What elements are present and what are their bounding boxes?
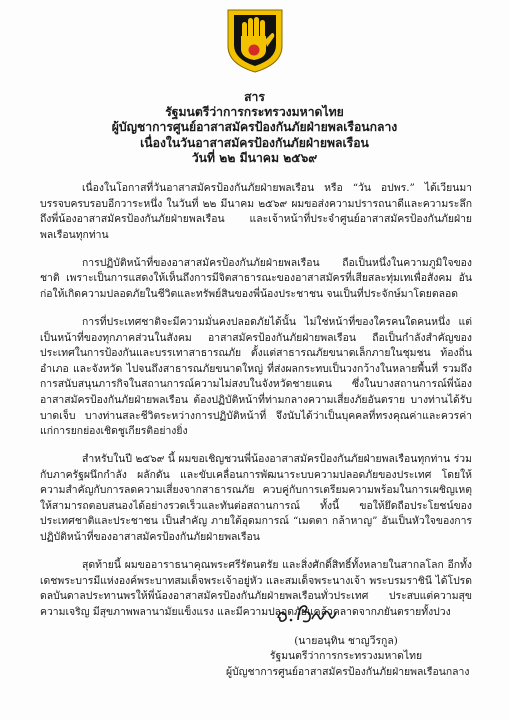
signer-block bbox=[226, 634, 470, 680]
body-paragraph-5: สุดท้ายนี้ ผมขออาราธนาคุณพระศรีรัตนตรัย และสิ่งศักดิ์สิทธิ์ทั้งหลายในสากลโลก อีกทั้งเดชพระบารมีแห่งองค์พระบาทสมเด็จพระเจ้าอยู่หัว และสมเด็จพระนางเจ้า พระบรมราชินี ได้โปรดดลบันดาลประทานพรให้พี่น้องอาสาสมัครป้องกันภัยฝ่ายพลเรือนทั่วประเทศ ประสบแต่ความสุข ความเจริญ มีสุขภาพพลานามัยแข็งแรง และมีความปลอดภัยแคล้วคลาดจากภยันตรายทั้งปวง bbox=[40, 559, 472, 618]
signer-position: รัฐมนตรีว่าการกระทรวงมหาดไทย bbox=[269, 650, 423, 663]
body-paragraph-2: การปฏิบัติหน้าที่ของอาสาสมัครป้องกันภัยฝ่ายพลเรือน ถือเป็นหนึ่งในความภูมิใจของชาติ เพราะเป็นการแสดงให้เห็นถึงการมีจิตสาธารณะของอาสาสมัครที่เสียสละทุ่มเทเพื่อสังคม อันก่อให้เกิดความปลอดภัยในชีวิตและทรัพย์สินของพี่น้องประชาชน จนเป็นที่ประจักษ์มาโดยตลอด bbox=[40, 256, 472, 300]
heading-minister-title: รัฐมนตรีว่าการกระทรวงมหาดไทย bbox=[165, 105, 344, 120]
heading-date: วันที่ ๒๒ มีนาคม ๒๕๖๙ bbox=[191, 150, 318, 165]
letter-body bbox=[40, 181, 472, 633]
handwritten-signature-icon bbox=[272, 596, 342, 630]
heading-title: สาร bbox=[244, 90, 265, 104]
heading-occasion: เนื่องในวันอาสาสมัครป้องกันภัยฝ่ายพลเรือน bbox=[140, 135, 369, 150]
heading-commander-title: ผู้บัญชาการศูนย์อาสาสมัครป้องกันภัยฝ่ายพลเรือนกลาง bbox=[111, 120, 398, 135]
civil-defence-emblem-icon bbox=[224, 6, 286, 74]
signer-role: ผู้บัญชาการศูนย์อาสาสมัครป้องกันภัยฝ่ายพลเรือนกลาง bbox=[226, 665, 470, 678]
body-paragraph-1: เนื่องในโอกาสที่วันอาสาสมัครป้องกันภัยฝ่ายพลเรือน หรือ “วัน อปพร.” ได้เวียนมาบรรจบครบรอบอีกวาระหนึ่ง ในวันที่ ๒๒ มีนาคม ๒๕๖๙ ผมขอส่งความปรารถนาดีและความระลึกถึงพี่น้องอาสาสมัครป้องกันภัยฝ่ายพลเรือน และเจ้าหน้าที่ประจำศูนย์อาสาสมัครป้องกันภัยฝ่ายพลเรือนทุกท่าน bbox=[40, 182, 472, 241]
body-paragraph-3: การที่ประเทศชาติจะมีความมั่นคงปลอดภัยได้นั้น ไม่ใช่หน้าที่ของใครคนใดคนหนึ่ง แต่เป็นหน้าที่ของทุกภาคส่วนในสังคม อาสาสมัครป้องกันภัยฝ่ายพลเรือน ถือเป็นกำลังสำคัญของประเทศในการป้องกันและบรรเทาสาธารณภัย ตั้งแต่สาธารณภัยขนาดเล็กภายในชุมชน ท้องถิ่น อำเภอ และจังหวัด ไปจนถึงสาธารณภัยขนาดใหญ่ ที่ส่งผลกระทบเป็นวงกว้างในหลายพื้นที่ รวมถึงการสนับสนุนภารกิจในสถานการณ์ความไม่สงบในจังหวัดชายแดน ซึ่งในบางสถานการณ์พี่น้องอาสาสมัครป้องกันภัยฝ่ายพลเรือน ต้องปฏิบัติหน้าที่ท่ามกลางความเสี่ยงภัยอันตราย บางท่านได้รับบาดเจ็บ บางท่านสละชีวิตระหว่างการปฏิบัติหน้าที่ จึงนับได้ว่าเป็นบุคคลที่ทรงคุณค่าและควรค่าแก่การยกย่องเชิดชูเกียรติอย่างยิ่ง bbox=[40, 315, 472, 438]
body-paragraph-4: สำหรับในปี ๒๕๖๙ นี้ ผมขอเชิญชวนพี่น้องอาสาสมัครป้องกันภัยฝ่ายพลเรือนทุกท่าน ร่วมกับภาครัฐผนึกกำลัง ผลักดัน และขับเคลื่อนการพัฒนาระบบความปลอดภัยของประเทศ โดยให้ความสำคัญกับการลดความเสี่ยงจากสาธารณภัย ควบคู่กับการเตรียมความพร้อมในการเผชิญเหตุ ให้สามารถตอบสนองได้อย่างรวดเร็วและทันต่อสถานการณ์ ทั้งนี้ ขอให้ยึดถือประโยชน์ของประเทศชาติและประชาชน เป็นสำคัญ ภายใต้อุดมการณ์ “เมตตา กล้าหาญ” อันเป็นหัวใจของการปฏิบัติหน้าที่ของอาสาสมัครป้องกันภัยฝ่ายพลเรือน bbox=[40, 453, 472, 544]
signer-name: (นายอนุทิน ชาญวีรกูล) bbox=[294, 635, 398, 647]
letter-heading bbox=[40, 90, 469, 166]
